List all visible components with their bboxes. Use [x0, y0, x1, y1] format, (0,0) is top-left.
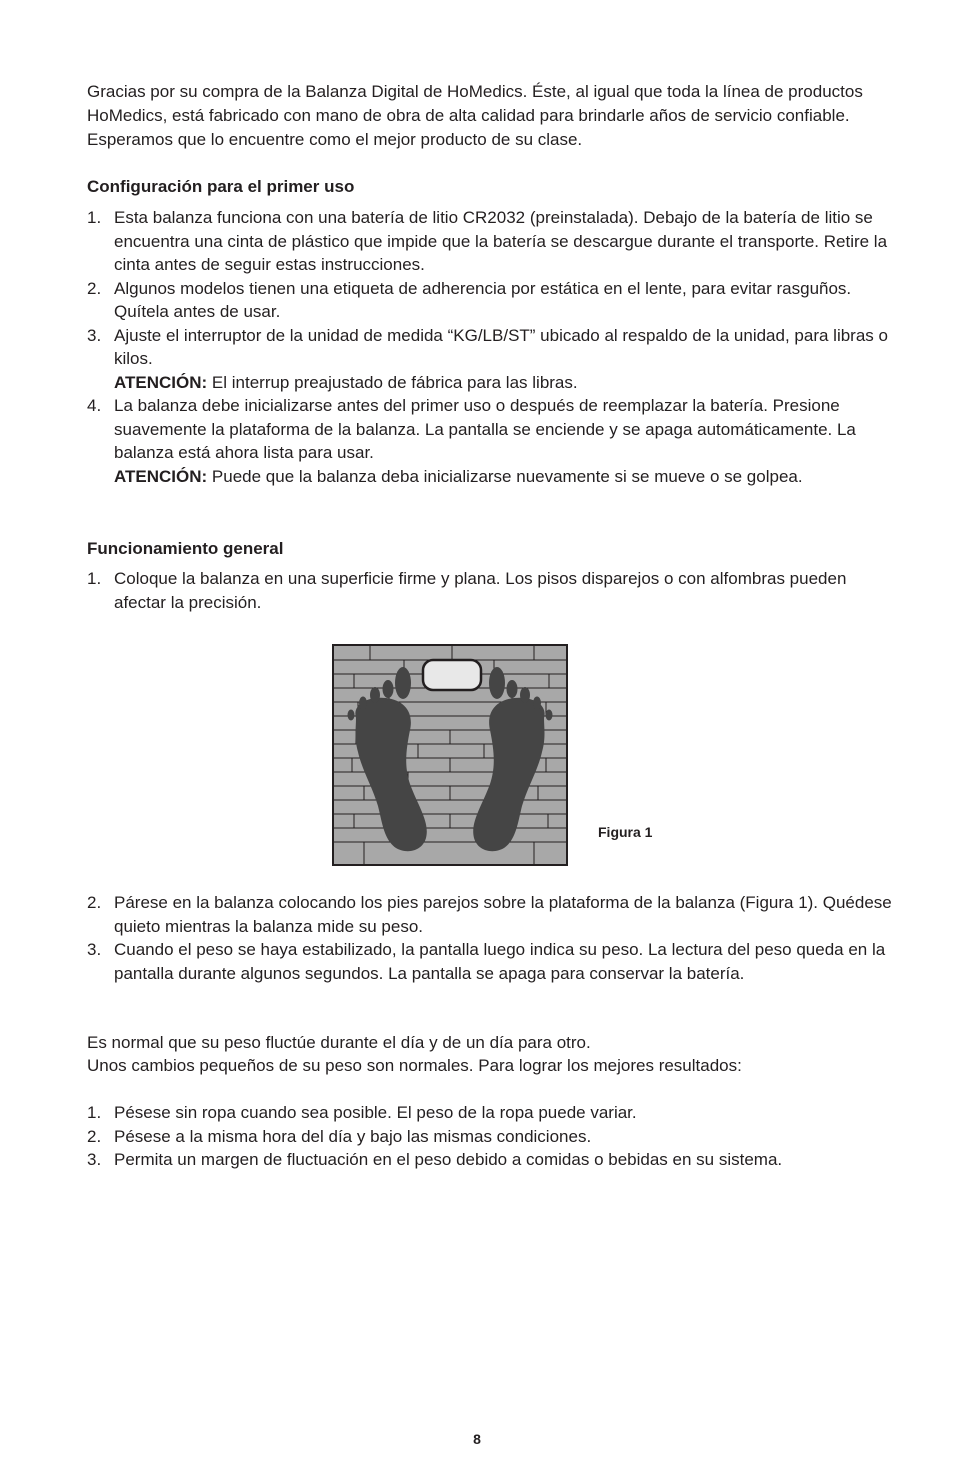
list-item [87, 1125, 897, 1149]
list-number: 2. [87, 278, 102, 298]
list-number: 1. [87, 569, 102, 588]
list-item [87, 394, 897, 488]
fluctuation-line-2: Unos cambios pequeños de su peso son normales. Para lograr los mejores resultados: [87, 1056, 742, 1075]
scale-illustration [334, 646, 566, 864]
list-number: 3. [87, 940, 102, 959]
list-text: Permita un margen de fluctuación en el peso debido a comidas o bebidas en su sistema. [114, 1150, 783, 1169]
attention-label: ATENCIÓN: [114, 372, 208, 392]
right-footprint [473, 667, 552, 851]
general-list-before [87, 567, 897, 614]
list-item [87, 938, 897, 985]
figure-caption: Figura 1 [598, 824, 653, 840]
list-item [87, 206, 897, 277]
page-number: 8 [473, 1431, 481, 1447]
attention-text: El interrup preajustado de fábrica para las libras. [207, 372, 578, 392]
setup-heading: Configuración para el primer uso [87, 177, 355, 196]
list-text: Pésese sin ropa cuando sea posible. El peso de la ropa puede variar. [114, 1103, 637, 1122]
list-number: 1. [87, 1103, 102, 1122]
list-item [87, 1101, 897, 1125]
list-item [87, 891, 897, 938]
general-list-after [87, 891, 897, 985]
list-number: 1. [87, 208, 102, 227]
intro-paragraph: Gracias por su compra de la Balanza Digital de HoMedics. Éste, al igual que toda la línea de productos HoMedics, está fabricado con mano de obra de alta calidad para brindarle años de servicio confiable. Esperamos que lo encuentre como el mejor producto de su clase. [87, 82, 863, 149]
attention-note [114, 465, 897, 489]
list-text: Ajuste el interruptor de la unidad de medida “KG/LB/ST” ubicado al respaldo de la unidad, para libras o kilos. [114, 325, 888, 368]
list-number: 2. [87, 1126, 102, 1146]
general-heading: Funcionamiento general [87, 539, 284, 558]
attention-label: ATENCIÓN: [114, 466, 208, 486]
tips-list [87, 1101, 897, 1172]
list-text: Cuando el peso se haya estabilizado, la pantalla luego indica su peso. La lectura del peso queda en la pantalla durante algunos segundos. La pantalla se apaga para conservar la batería. [114, 940, 886, 983]
list-number: 2. [87, 893, 102, 912]
left-footprint [348, 667, 427, 851]
list-number: 4. [87, 396, 102, 415]
fluctuation-line-1: Es normal que su peso fluctúe durante el día y de un día para otro. [87, 1033, 591, 1052]
list-item [87, 567, 897, 614]
attention-text: Puede que la balanza deba inicializarse nuevamente si se mueve o se golpea. [207, 466, 803, 486]
list-text: Pésese a la misma hora del día y bajo las mismas condiciones. [114, 1126, 592, 1146]
setup-list [87, 206, 897, 488]
list-text: Algunos modelos tienen una etiqueta de adherencia por estática en el lente, para evitar rasguños. Quítela antes de usar. [114, 278, 852, 321]
list-text: La balanza debe inicializarse antes del primer uso o después de reemplazar la batería. Presione suavemente la plataforma de la balanza. La pantalla se enciende y se apaga automáticamente. La balanza está ahora lista para usar. [114, 396, 856, 462]
attention-note [114, 371, 897, 395]
list-number: 3. [87, 325, 102, 345]
list-number: 3. [87, 1150, 102, 1169]
list-text: Coloque la balanza en una superficie firme y plana. Los pisos disparejos o con alfombras pueden afectar la precisión. [114, 569, 847, 612]
list-item [87, 277, 897, 324]
scale-figure [332, 644, 568, 866]
list-item [87, 1148, 897, 1172]
list-item [87, 324, 897, 395]
display-window [423, 660, 481, 690]
list-text: Esta balanza funciona con una batería de litio CR2032 (preinstalada). Debajo de la batería de litio se encuentra una cinta de plástico que impide que la batería se descargue durante el transporte. Retire la cinta antes de seguir estas instrucciones. [114, 208, 888, 274]
list-text: Párese en la balanza colocando los pies parejos sobre la plataforma de la balanza (Figura 1). Quédese quieto mientras la balanza mide su peso. [114, 893, 892, 936]
